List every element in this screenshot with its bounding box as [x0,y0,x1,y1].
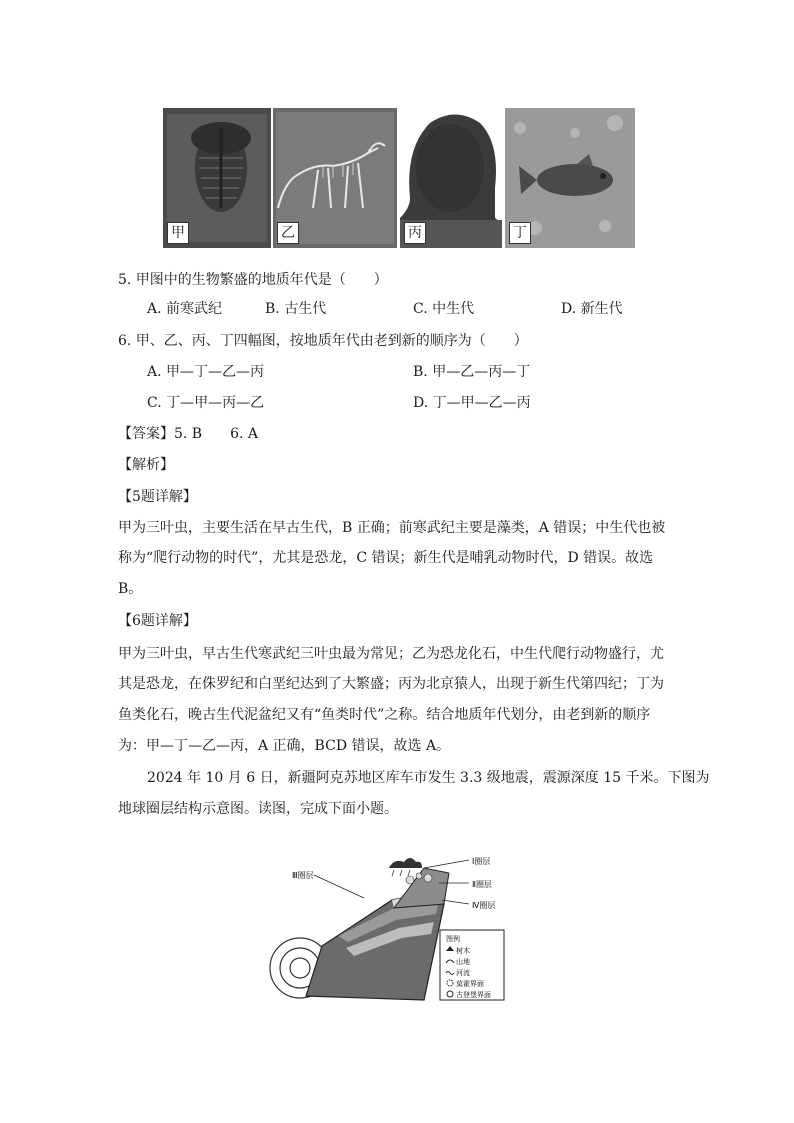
detail6-line-1: 甲为三叶虫，早古生代寒武纪三叶虫最为常见；乙为恐龙化石，中生代爬行动物盛行，尤 [118,646,664,662]
q5-option-a: A. 前寒武纪 [147,301,223,317]
legend-gutenberg: 古登堡界面 [456,991,491,999]
legend-title: 图例 [446,935,460,943]
layer-label-2: Ⅱ圈层 [472,880,492,889]
fossil-label-jia: 甲 [167,222,189,244]
intro-line-1: 2024 年 10 月 6 日，新疆阿克苏地区库车市发生 3.3 级地震，震源深度 15 千米。下图为 [147,770,710,786]
diagram-legend [440,930,504,1000]
q5-stem: 5. 甲图中的生物繁盛的地质年代是（ ） [118,272,388,288]
q6-option-b: B. 甲—乙—丙—丁 [413,364,531,380]
layer-label-3: Ⅲ圈层 [292,871,314,880]
legend-mountain: 山地 [456,958,470,966]
detail5-line-3: B。 [118,581,143,597]
detail6-heading: 【6题详解】 [118,613,197,629]
q5-option-b: B. 古生代 [265,301,327,317]
detail5-line-2: 称为“爬行动物的时代”，尤其是恐龙，C 错误；新生代是哺乳动物时代，D 错误。故选 [118,550,654,566]
detail6-line-3: 鱼类化石，晚古生代泥盆纪又有“鱼类时代”之称。结合地质年代划分，由老到新的顺序 [118,707,651,723]
q6-option-c: C. 丁—甲—丙—乙 [147,395,265,411]
detail5-line-1: 甲为三叶虫，主要生活在早古生代，B 正确；前寒武纪主要是藻类，A 错误；中生代也被 [118,520,666,536]
answer-line: 【答案】5. B 6. A [118,426,259,442]
layer-label-1: Ⅰ圈层 [472,857,491,866]
peking-man-image [400,108,502,248]
fossil-label-bing: 丙 [404,222,426,244]
q6-option-a: A. 甲—丁—乙—丙 [147,364,265,380]
fossil-figure [163,108,635,248]
q5-option-c: C. 中生代 [413,301,475,317]
fish-fossil-image [505,108,635,248]
q6-stem: 6. 甲、乙、丙、丁四幅图，按地质年代由老到新的顺序为（ ） [118,333,528,349]
legend-moho: 莫霍界面 [456,980,484,988]
analysis-heading: 【解析】 [118,457,174,473]
detail5-heading: 【5题详解】 [118,489,197,505]
q6-option-d: D. 丁—甲—乙—丙 [413,395,531,411]
fossil-label-ding: 丁 [509,222,531,244]
detail6-line-2: 其是恐龙，在侏罗纪和白垩纪达到了大繁盛；丙为北京猿人，出现于新生代第四纪；丁为 [118,676,664,692]
legend-river: 河流 [456,969,470,977]
earth-layers-diagram [264,838,514,1008]
layer-label-4: Ⅳ圈层 [472,901,496,910]
dinosaur-fossil-image [273,108,397,248]
q5-option-d: D. 新生代 [561,301,623,317]
legend-tree: 树木 [456,947,470,955]
detail6-line-4: 为：甲—丁—乙—丙，A 正确，BCD 错误，故选 A。 [118,738,451,754]
trilobite-fossil-image [163,108,271,248]
intro-line-2: 地球圈层结构示意图。读图，完成下面小题。 [118,801,398,817]
fossil-label-yi: 乙 [277,222,299,244]
